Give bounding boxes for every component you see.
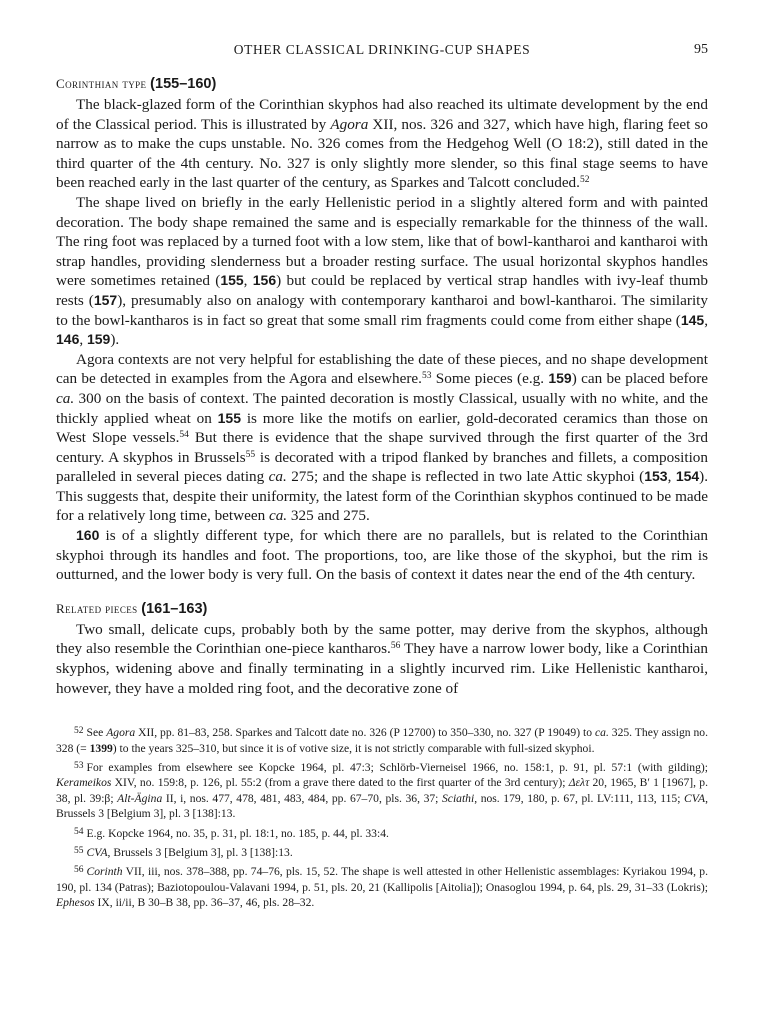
section-heading-range: (161–163) bbox=[141, 600, 208, 617]
text-run: For examples from elsewhere see Kopcke 1964, pl. 47:3; Schlörb-Vierneisel 1966, no. 158:1, p. 91, pl. 57:1 (with gilding); bbox=[86, 761, 708, 775]
footnote-ref: 56 bbox=[390, 641, 401, 652]
italic-text: Alt-Ägina bbox=[117, 791, 163, 805]
catalogue-number: 153 bbox=[644, 468, 668, 485]
text-run: ). This suggests that, despite their uniformity, the latest form of the Corinthian skyphos continued to be made for a relatively long time, between bbox=[56, 468, 709, 525]
body-paragraph bbox=[56, 193, 708, 350]
text-run: is more like the motifs on earlier, gold-decorated ceramics than those on West Slope vessels. bbox=[56, 409, 708, 447]
italic-text: Δελτ bbox=[568, 776, 590, 790]
italic-text: Sciathi bbox=[442, 791, 475, 805]
italic-text: Agora bbox=[330, 115, 369, 133]
catalogue-number: 1399 bbox=[89, 741, 113, 755]
text-run: ) can be placed before bbox=[571, 370, 708, 388]
footnote bbox=[56, 759, 708, 822]
catalogue-number: 155 bbox=[217, 409, 241, 426]
text-run: See bbox=[86, 726, 107, 740]
text-run: 325 and 275. bbox=[287, 507, 370, 525]
text-run: But there is evidence that the shape survived through the first quarter of the 3rd century. A skyphos in Brussels bbox=[56, 429, 709, 466]
text-run: The shape lived on briefly in the early Hellenistic period in a slightly altered form and with painted decoration. The body shape remained the same and is especially remarkable for the thinness of the wall. The ring foot was replaced by a turned foot with a low stem, like that of bowl-kantharoi and kantharoi with strap handles, providing slenderness but a broader resting surface. The usual horizontal skyphos handles were sometimes retained ( bbox=[56, 193, 708, 290]
catalogue-number: 154 bbox=[675, 468, 700, 485]
text-run: XII, nos. 326 and 327, which have high, flaring feet so narrow as to make the cups unstable. No. 326 comes from the Hedgehog Well (O 18:2), still dated in the third quarter of the 4th century. No. 327 is only slightly more slender, so this final stage seems to have been reached early in the last quarter of the century, as Sparkes and Talcott concluded. bbox=[56, 115, 708, 192]
italic-text: CVA bbox=[684, 791, 706, 805]
text-run: , Brussels 3 [Belgium 3], pl. 3 [138]:13. bbox=[107, 846, 293, 860]
text-run: 325. They assign no. 328 (= bbox=[56, 726, 708, 755]
body-paragraph bbox=[56, 95, 708, 193]
italic-text: Corinth bbox=[86, 865, 123, 879]
text-run: Two small, delicate cups, probably both by the same potter, may derive from the skyphos, although they also resemble the Corinthian one-piece kantharos. bbox=[56, 620, 708, 658]
footnote bbox=[56, 844, 708, 860]
text-run: , nos. 179, 180, p. 67, pl. LV:111, 113, 115; bbox=[474, 791, 685, 805]
footnote-ref: 55 bbox=[245, 449, 256, 460]
footnote-number: 52 bbox=[74, 726, 84, 737]
text-run: ) to the years 325–310, but since it is of votive size, it is not strictly comparable with full-sized skyphoi. bbox=[112, 741, 595, 755]
italic-text: Agora bbox=[106, 726, 136, 740]
section-body-related-pieces bbox=[56, 620, 708, 698]
footnote bbox=[56, 825, 708, 841]
body-paragraph bbox=[56, 350, 708, 526]
text-run: 20, 1965, B′ 1 [1967], p. 38, pl. 39:β; bbox=[56, 776, 708, 805]
text-run: , bbox=[243, 272, 253, 290]
text-run: They have a narrow lower body, like a Corinthian skyphos, widening above and finally terminating in a slightly incurved rim. Like Hellenistic kantharoi, however, they have a molded ring foot, and the decorative zone of bbox=[56, 640, 708, 697]
footnote-number: 56 bbox=[74, 865, 84, 876]
catalogue-number: 155 bbox=[220, 272, 244, 289]
page-number: 95 bbox=[694, 42, 708, 57]
body-paragraph bbox=[56, 620, 708, 698]
catalogue-number: 146 bbox=[56, 331, 80, 348]
text-run: , bbox=[704, 311, 708, 329]
catalogue-number: 156 bbox=[252, 272, 277, 289]
text-run: , Brussels 3 [Belgium 3], pl. 3 [138]:13. bbox=[56, 791, 708, 821]
footnote-number: 55 bbox=[74, 846, 84, 857]
text-run: XIV, no. 159:8, p. 126, pl. 55:2 (from a grave there dated to the first quarter of the 3rd century); bbox=[111, 776, 569, 790]
footnote-number: 53 bbox=[74, 761, 84, 772]
footnotes bbox=[56, 724, 708, 910]
text-run: ) but could be replaced by vertical strap handles with ivy-leaf thumb rests ( bbox=[56, 272, 708, 309]
section-heading-corinthian-type bbox=[56, 76, 708, 93]
text-run: II, i, nos. 477, 478, 481, 483, 484, pp. 67–70, pls. 36, 37; bbox=[162, 791, 442, 805]
text-run: Agora contexts are not very helpful for establishing the date of these pieces, and no shape development can be detected in examples from the Agora and elsewhere. bbox=[56, 350, 708, 388]
footnote-number: 54 bbox=[74, 826, 84, 837]
text-run: 275; and the shape is reflected in two late Attic skyphoi ( bbox=[286, 468, 645, 486]
italic-text: ca. bbox=[268, 507, 288, 525]
catalogue-number: 157 bbox=[93, 291, 118, 308]
catalogue-number: 160 bbox=[76, 527, 100, 544]
text-run: E.g. Kopcke 1964, no. 35, p. 31, pl. 18:1, no. 185, p. 44, pl. 33:4. bbox=[86, 826, 389, 840]
text-run: 300 on the basis of context. The painted decoration is mostly Classical, usually with no white, and the thickly applied wheat on bbox=[56, 389, 708, 427]
italic-text: ca. bbox=[268, 468, 287, 486]
text-run: XII, pp. 81–83, 258. Sparkes and Talcott date no. 326 (P 12700) to 350–330, no. 327 (P 19049) to bbox=[135, 726, 595, 740]
text-run: is decorated with a tripod flanked by branches and fillets, a composition paralleled in several pieces dating bbox=[56, 448, 708, 486]
footnote-ref: 54 bbox=[179, 430, 189, 441]
italic-text: CVA bbox=[86, 846, 108, 860]
italic-text: Ephesos bbox=[56, 896, 95, 910]
text-run: Some pieces (e.g. bbox=[431, 370, 549, 388]
text-run: , bbox=[79, 331, 87, 349]
italic-text: Kerameikos bbox=[56, 776, 112, 790]
section-heading-label: Related pieces bbox=[56, 600, 138, 616]
page bbox=[56, 38, 708, 914]
section-heading-range: (155–160) bbox=[150, 76, 217, 92]
catalogue-number: 145 bbox=[680, 311, 705, 328]
running-head bbox=[56, 38, 708, 62]
section-heading-label: Corinthian type bbox=[56, 76, 147, 91]
text-run: is of a slightly different type, for which there are no parallels, but is related to the Corinthian skyphoi through its handles and foot. The proportions, too, are like those of the skyphoi, but the rim is outturned, and the lower body is very full. On the basis of context it dates near the end of the 4th century. bbox=[56, 527, 708, 584]
section-body-corinthian-type bbox=[56, 95, 708, 585]
catalogue-number: 159 bbox=[548, 370, 572, 387]
running-title: OTHER CLASSICAL DRINKING-CUP SHAPES bbox=[233, 42, 531, 57]
footnote bbox=[56, 863, 708, 910]
footnote bbox=[56, 724, 708, 756]
text-run: ). bbox=[110, 331, 120, 349]
section-heading-related-pieces bbox=[56, 601, 708, 618]
italic-text: ca. bbox=[56, 389, 75, 407]
footnote-ref: 53 bbox=[421, 371, 432, 382]
text-run: , bbox=[667, 468, 676, 486]
text-run: The black-glazed form of the Corinthian skyphos had also reached its ultimate development by the end of the Classical period. This is illustrated by bbox=[56, 96, 708, 133]
body-paragraph bbox=[56, 526, 708, 585]
text-run: ), presumably also on analogy with contemporary kantharoi and bowl-kantharoi. The similarity to the bowl-kantharos is in fact so great that some small rim fragments could come from either shape ( bbox=[56, 291, 708, 329]
italic-text: ca. bbox=[595, 726, 609, 740]
text-run: VII, iii, nos. 378–388, pp. 74–76, pls. 15, 52. The shape is well attested in other Hellenistic assemblages: Kyriakou 1994, p. 190, pl. 134 (Patras); Baziotopoulou-Valavani 1994, p. 51, pls. 20, 21 (Kallipolis [Aitolia]); Onasoglou 1994, p. 64, pls. 29, 31–33 (Lokris); bbox=[56, 865, 708, 894]
catalogue-number: 159 bbox=[86, 331, 111, 348]
footnote-ref: 52 bbox=[579, 175, 590, 186]
text-run: IX, ii/ii, B 30–B 38, pp. 36–37, 46, pls. 28–32. bbox=[94, 896, 315, 910]
